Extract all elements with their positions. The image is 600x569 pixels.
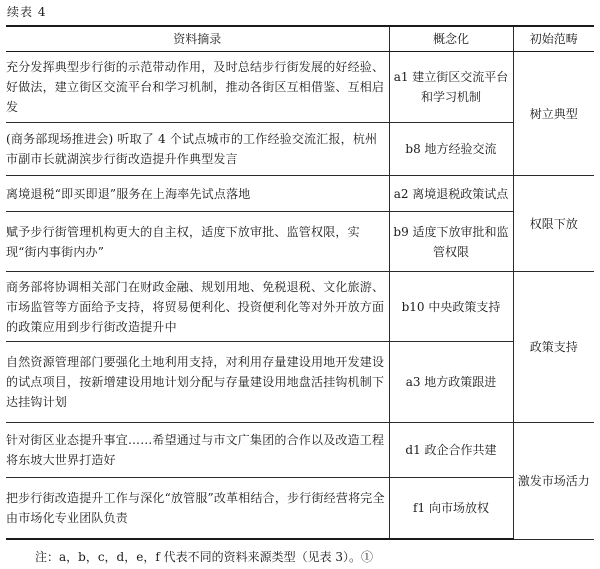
table-row <box>6 272 594 342</box>
table-row <box>6 123 594 176</box>
material-cell: 商务部将协调相关部门在财政金融、规划用地、免税退税、文化旅游、市场监管等方面给予支持，将贸易便利化、投资便利化等对外开放方面的政策应用到步行街改造提升中 <box>6 272 389 342</box>
concept-cell: d1 政企合作共建 <box>389 423 513 478</box>
material-cell: 自然资源管理部门要强化土地利用支持，对利用存量建设用地开发建设的试点项目，按新增建设用地计划分配与存量建设用地盘活挂钩机制下达挂钩计划 <box>6 342 389 423</box>
table-row <box>6 176 594 212</box>
table-row <box>6 52 594 123</box>
table-row <box>6 478 594 540</box>
header-concept: 概念化 <box>389 26 513 52</box>
table-header-row <box>6 26 594 52</box>
header-material: 资料摘录 <box>6 26 389 52</box>
table-footnote: 注：a，b，c，d，e，f 代表不同的资料来源类型（见表 3）。① <box>35 550 374 564</box>
concept-cell: a3 地方政策跟进 <box>389 342 513 423</box>
material-cell: 针对街区业态提升事宜……希望通过与市文广集团的合作以及改造工程将东坡大世界打造好 <box>6 423 389 478</box>
material-cell: 赋予步行街管理机构更大的自主权，适度下放审批、监管权限，实现“街内事街内办” <box>6 212 389 272</box>
table-row <box>6 342 594 423</box>
category-cell: 激发市场活力 <box>513 423 594 540</box>
material-cell: 离境退税“即买即退”服务在上海率先试点落地 <box>6 176 389 212</box>
category-cell: 权限下放 <box>513 176 594 272</box>
concept-cell: a1 建立街区交流平台和学习机制 <box>389 52 513 123</box>
material-cell: 充分发挥典型步行街的示范带动作用，及时总结步行街发展的好经验、好做法，建立街区交流平台和学习机制，推动各街区互相借鉴、互相启发 <box>6 52 389 123</box>
coding-table <box>6 25 594 540</box>
material-cell: 把步行街改造提升工作与深化“放管服”改革相结合，步行街经营将完全由市场化专业团队负责 <box>6 478 389 540</box>
header-category: 初始范畴 <box>513 26 594 52</box>
category-cell: 树立典型 <box>513 52 594 176</box>
concept-cell: b8 地方经验交流 <box>389 123 513 176</box>
table-row <box>6 423 594 478</box>
concept-cell: b10 中央政策支持 <box>389 272 513 342</box>
concept-cell: f1 向市场放权 <box>389 478 513 540</box>
concept-cell: a2 离境退税政策试点 <box>389 176 513 212</box>
table-row <box>6 212 594 272</box>
material-cell: (商务部现场推进会) 听取了 4 个试点城市的工作经验交流汇报，杭州市副市长就湖滨步行街改造提升作典型发言 <box>6 123 389 176</box>
concept-cell: b9 适度下放审批和监管权限 <box>389 212 513 272</box>
category-cell: 政策支持 <box>513 272 594 423</box>
table-caption: 续表 4 <box>7 5 47 19</box>
